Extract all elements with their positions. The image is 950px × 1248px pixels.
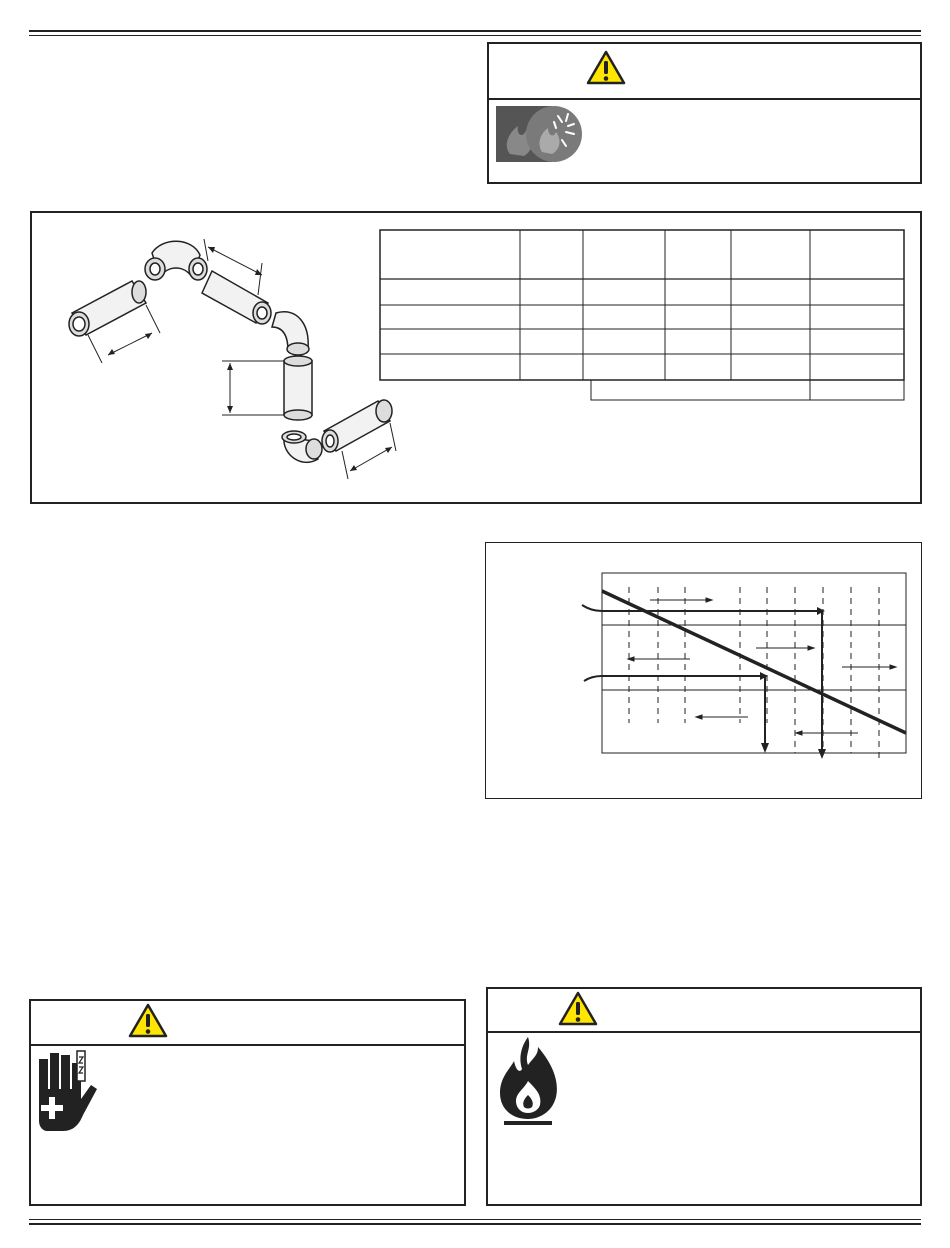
fire-explosion-icon [496,104,584,164]
vent-components-table [379,229,909,405]
flammable-warning-box [486,987,922,1206]
fire-explosion-warning-box [487,42,922,184]
warning-triangle-icon [586,50,626,86]
warning-box-header [489,44,920,100]
vent-graph-box [485,542,922,799]
burn-hazard-warning-box [29,999,466,1206]
top-rule-thick [29,30,921,32]
burn-hand-first-aid-icon [33,1049,103,1133]
vent-components-panel [30,211,922,504]
vent-graph [486,543,921,798]
warning-box-header [31,1001,464,1046]
warning-triangle-icon [128,1003,168,1039]
warning-triangle-icon [558,991,598,1027]
warning-box-header [488,989,920,1033]
flammable-flame-icon [494,1035,562,1127]
top-rule-thin [29,35,921,36]
bottom-rule-thin [29,1219,921,1220]
bottom-rule-thick [29,1223,921,1225]
vent-pipe-diagram [52,223,402,493]
